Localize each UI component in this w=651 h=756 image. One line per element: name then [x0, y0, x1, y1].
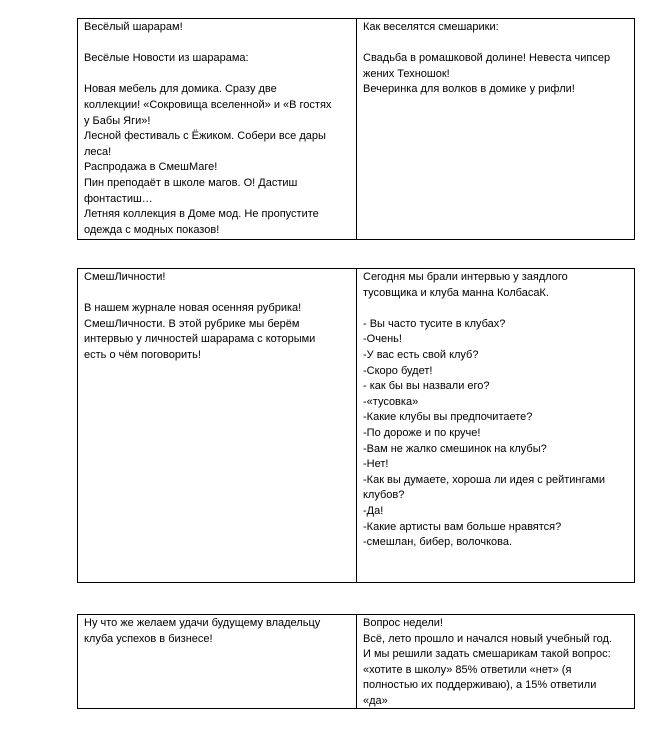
text-line: клубов? — [363, 489, 405, 502]
text-line: СмешЛичности! — [84, 271, 166, 283]
text-line: леса! — [84, 145, 112, 158]
text-line: Распродажа в СмешМаге! — [84, 161, 218, 174]
text-line: Весёлый шарарам! — [84, 21, 183, 33]
text-line: Свадьба в ромашковой долине! Невеста чипсер — [363, 52, 611, 65]
text-line: Как веселятся смешарики: — [363, 21, 499, 33]
text-line: -Очень! — [363, 333, 402, 346]
closing-table — [77, 614, 635, 709]
text-line — [363, 36, 629, 52]
text-line: Вечеринка для волков в домике у рифли! — [363, 83, 575, 96]
text-line: -Вам не жалко смешинок на клубы? — [363, 442, 547, 455]
text-line: Вопрос недели! — [363, 617, 443, 629]
text-line: В нашем журнале новая осенняя рубрика! — [84, 302, 302, 315]
text-line: Весёлые Новости из шарарама: — [84, 52, 249, 65]
text-line — [84, 67, 351, 83]
text-line: Всё, лето прошло и начался новый учебный год. — [363, 632, 612, 645]
text-line: у Бабы Яги»! — [84, 114, 151, 127]
text-line: -смешлан, бибер, волочкова. — [363, 536, 513, 549]
text-line: фонтастиш… — [84, 192, 153, 205]
text-line: -По дороже и по круче! — [363, 426, 481, 439]
text-line: полностью их поддерживаю), а 15% ответили — [363, 679, 597, 692]
text-line — [84, 286, 351, 302]
rubric-cell — [78, 269, 357, 582]
text-line: -Какие клубы вы предпочитаете? — [363, 411, 533, 424]
text-line: СмешЛичности. В этой рубрике мы берём — [84, 317, 300, 330]
text-line: клуба успехов в бизнесе! — [84, 632, 213, 645]
wishes-cell — [78, 615, 357, 708]
text-line: Пин преподаёт в школе магов. О! Дастиш — [84, 176, 298, 189]
text-line: Ну что же желаем удачи будущему владельцу — [84, 617, 321, 629]
text-line: -Как вы думаете, хороша ли идея с рейтингами — [363, 473, 606, 486]
text-line: Новая мебель для домика. Сразу две — [84, 83, 277, 96]
text-line: -«тусовка» — [363, 395, 419, 408]
text-line: жених Техношок! — [363, 67, 450, 80]
text-line: -Скоро будет! — [363, 364, 433, 377]
text-line: -Нет! — [363, 458, 389, 471]
text-line: Сегодня мы брали интервью у заядлого — [363, 271, 568, 283]
text-line: «да» — [363, 694, 388, 707]
text-line: - как бы вы назвали его? — [363, 380, 490, 393]
text-line: тусовщика и клуба манна КолбасаК. — [363, 286, 549, 299]
text-line: -У вас есть свой клуб? — [363, 348, 479, 361]
text-line: И мы решили задать смешарикам такой вопрос: — [363, 648, 611, 661]
text-line — [363, 301, 629, 317]
news-table — [77, 18, 635, 240]
text-line: Летняя коллекция в Доме мод. Не пропустите — [84, 208, 319, 221]
question-of-week-cell — [357, 615, 634, 708]
text-line: «хотите в школу» 85% ответили «нет» (я — [363, 663, 572, 676]
text-line: - Вы часто тусите в клубах? — [363, 317, 506, 330]
news-cell — [78, 19, 357, 239]
text-line: -Да! — [363, 504, 384, 517]
text-line: -Какие артисты вам больше нравятся? — [363, 520, 562, 533]
text-line: интервью у личностей шарарама с которыми — [84, 333, 316, 346]
text-line: коллекции! «Сокровища вселенной» и «В гостях — [84, 98, 332, 111]
fun-cell — [357, 19, 634, 239]
text-line: Лесной фестиваль с Ёжиком. Собери все дары — [84, 130, 326, 143]
text-line — [84, 36, 351, 52]
interview-cell — [357, 269, 634, 582]
text-line: есть о чём поговорить! — [84, 348, 201, 361]
text-line: одежда с модных показов! — [84, 223, 220, 236]
personalities-table — [77, 268, 635, 583]
